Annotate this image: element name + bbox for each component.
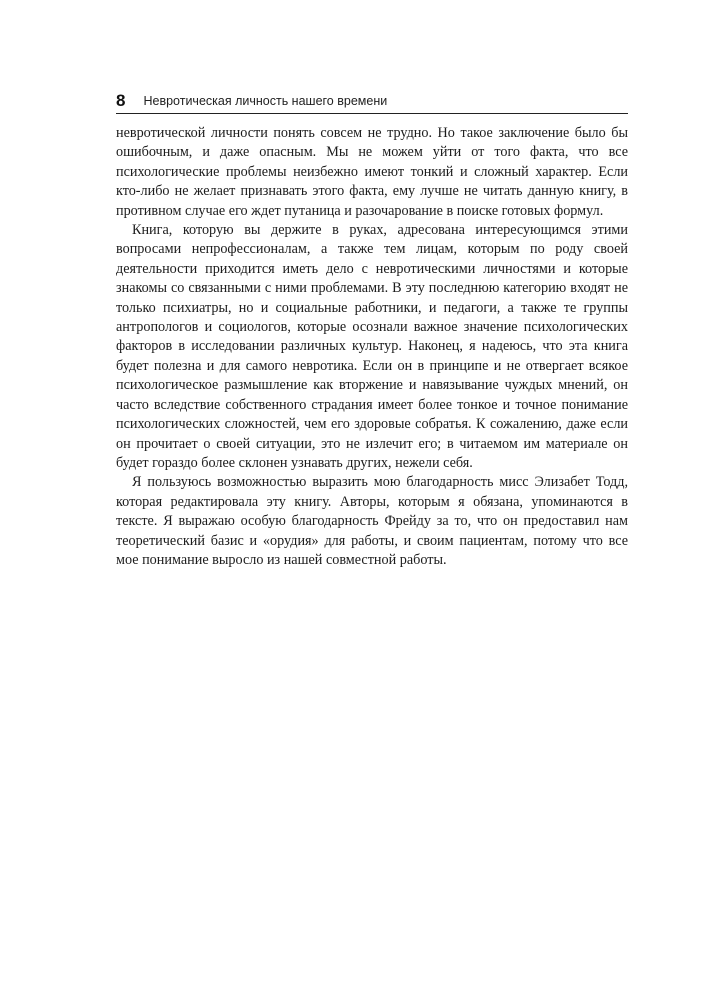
page-number: 8 (116, 91, 126, 110)
body-text (116, 124, 628, 570)
running-title: Невротическая личность нашего времени (143, 94, 388, 108)
paragraph-continued: невротической личности понять совсем не трудно. Но такое заключение было бы ошибочным, и даже опасным. Мы не можем уйти от того факта, что все психологические проблемы неизбежно имеют тонкий и сложный характер. Если кто-либо не желает признавать этого факта, ему лучше не читать данную книгу, в противном случае его ждет путаница и разочарование в поиске готовых формул. (116, 125, 628, 219)
paragraph-audience: Книга, которую вы держите в руках, адресована интересующимся этими вопросами непрофессионалам, а также тем лицам, которым по роду своей деятельности приходится иметь дело с невротическими личностями и которые знакомы со связанными с ними проблемами. В эту последнюю категорию входят не только психиатры, но и социальные работники, и педагоги, а также те группы антропологов и социологов, которые осознали важное значение психологических факторов в исследовании различных культур. Наконец, я надеюсь, что эта книга будет полезна и для самого невротика. Если он в принципе и не отвергает всякое психологическое размышление как вторжение и навязывание чуждых мнений, он часто вследствие собственного страдания имеет более тонкое и точное понимание психологических сложностей, чем его здоровые собратья. К сожалению, даже если он прочитает о своей ситуации, это не излечит его; в читаемом им материале он будет гораздо более склонен узнавать других, нежели себя. (116, 222, 628, 471)
running-header (116, 88, 628, 114)
paragraph-acknowledgements: Я пользуюсь возможностью выразить мою благодарность мисс Элизабет Тодд, которая редактировала эту книгу. Авторы, которым я обязана, упоминаются в тексте. Я выражаю особую благодарность Фрейду за то, что он предоставил нам теоретический базис и «орудия» для работы, и своим пациентам, потому что все мое понимание выросло из нашей совместной работы. (116, 474, 628, 568)
